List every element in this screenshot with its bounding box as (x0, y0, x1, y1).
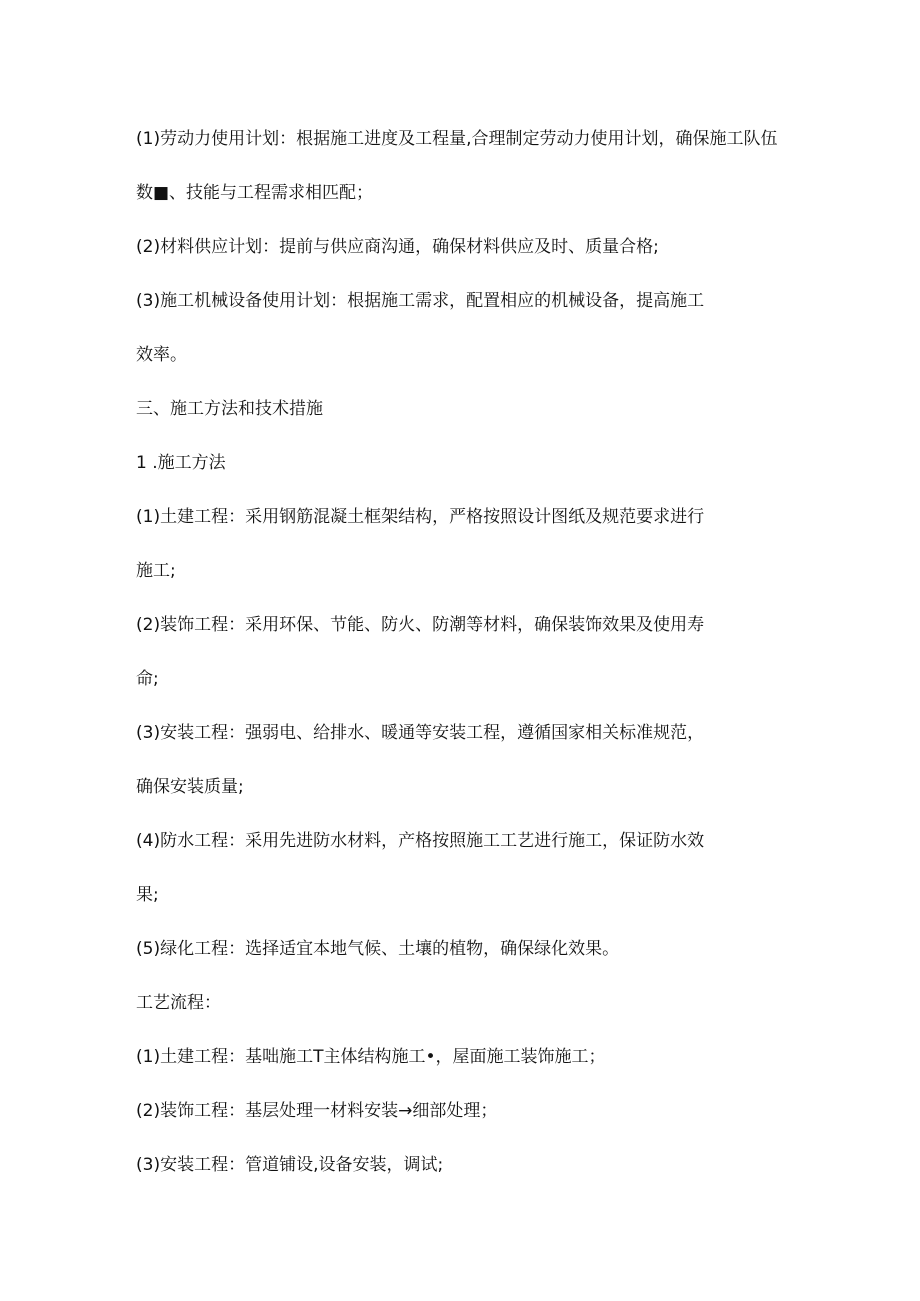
subheading-process-flow: 工艺流程： (136, 993, 221, 1013)
paragraph-installation-works: (3)安装工程：强弱电、给排水、暖通等安装工程，遵循国家相关标准规范， (136, 723, 705, 743)
paragraph-decoration-works: (2)装饰工程：采用环保、节能、防火、防潮等材料，确保装饰效果及使用寿 (136, 615, 705, 635)
paragraph-civil-flow: (1)土建工程：基咄施工T主体结构施工•，屋面施工装饰施工； (136, 1047, 606, 1067)
paragraph-decoration-flow: (2)装饰工程：基层处理一材料安装→细部处理； (136, 1101, 498, 1121)
paragraph-installation-flow: (3)安装工程：管道铺设,设备安装，调试; (136, 1155, 444, 1175)
paragraph-civil-works-cont: 施工; (136, 561, 176, 581)
paragraph-waterproofing-works: (4)防水工程：采用先进防水材料，产格按照施工工艺进行施工，保证防水效 (136, 831, 705, 851)
section-heading-methods: 三、施工方法和技术措施 (136, 399, 323, 419)
paragraph-equipment-plan: (3)施工机械设备使用计划：根据施工需求，配置相应的机械设备，提高施工 (136, 291, 705, 311)
paragraph-greening-works: (5)绿化工程：选择适宜本地气候、土壤的植物，确保绿化效果。 (136, 939, 620, 959)
paragraph-decoration-works-cont: 命; (136, 669, 159, 689)
paragraph-equipment-plan-cont: 效率。 (136, 345, 187, 365)
paragraph-material-plan: (2)材料供应计划：提前与供应商沟通，确保材料供应及时、质量合格; (136, 237, 659, 257)
subheading-construction-method: 1 .施工方法 (136, 453, 226, 473)
paragraph-installation-works-cont: 确保安装质量; (136, 777, 244, 797)
paragraph-labor-plan-cont: 数■、技能与工程需求相匹配； (136, 183, 374, 203)
paragraph-waterproofing-works-cont: 果; (136, 885, 159, 905)
paragraph-civil-works: (1)土建工程：采用钢筋混凝土框架结构，严格按照设计图纸及规范要求进行 (136, 507, 705, 527)
paragraph-labor-plan: (1)劳动力使用计划：根据施工进度及工程量,合理制定劳动力使用计划，确保施工队伍 (136, 129, 778, 149)
